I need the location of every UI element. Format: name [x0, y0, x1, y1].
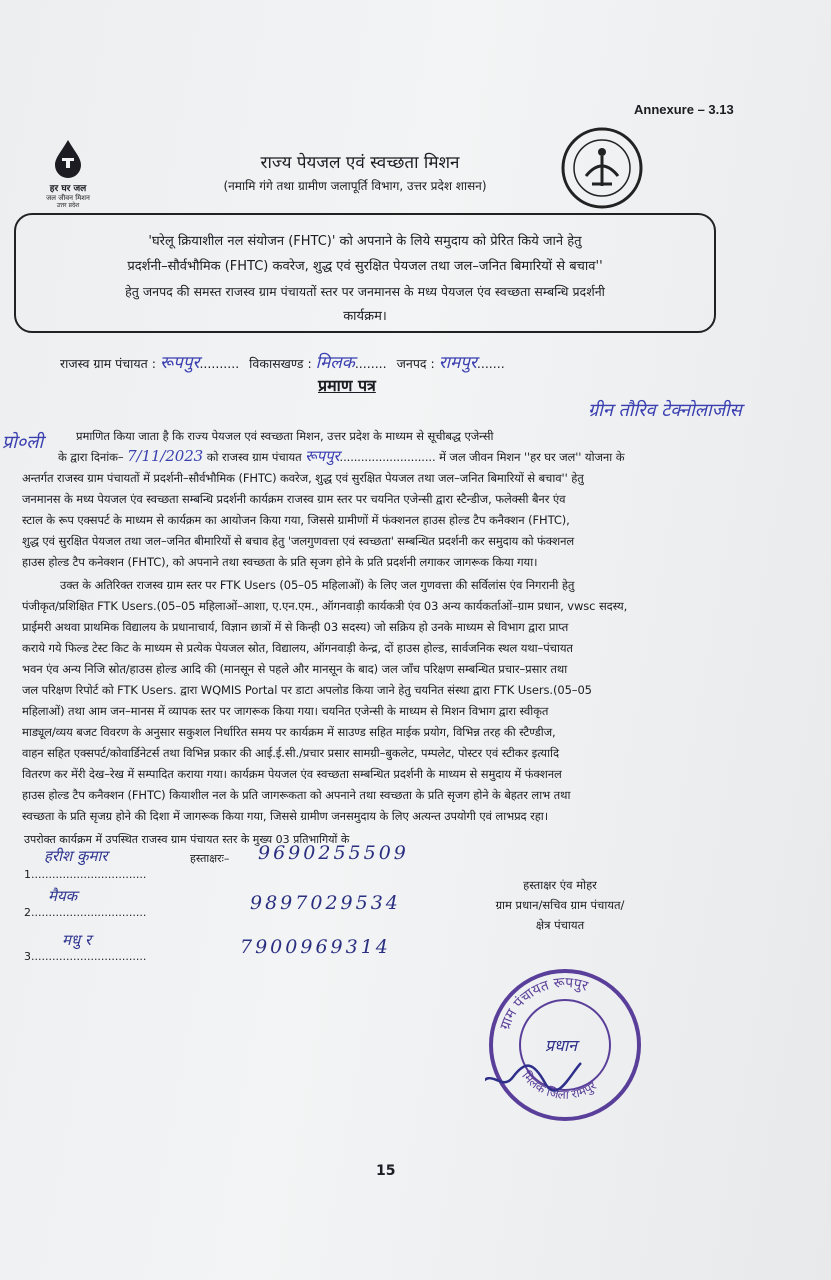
participants-intro: उपरोक्त कार्यक्रम में उपस्थित राजस्व ग्राम पंचायत स्तर के मुख्य 03 प्रतिभागियों के: [24, 833, 350, 846]
date-value: 7/11/2023: [127, 447, 204, 465]
mission-subtitle: (नमामि गंगे तथा ग्रामीण जलापूर्ति विभाग, उत्तर प्रदेश शासन): [223, 179, 487, 193]
sign-seal-label: हस्ताक्षर एंव मोहर: [523, 878, 597, 892]
svg-text:ग्राम पंचायत रूपपुर: [497, 975, 590, 1032]
para2-line-3: कराये गये फिल्ड टेस्ट किट के माध्यम से प्रत्येक पेयजल स्रोत, विद्यालय, ऑगनवाड़ी केन्द्र, दों हाउस होल्ड, सार्वजनिक स्थल यथा–पंचायत: [22, 641, 573, 655]
participant-1-phone: 9690255509: [258, 842, 409, 864]
pradhan-signature-block: [470, 875, 650, 935]
sign-area-label: क्षेत्र पंचायत: [535, 918, 585, 932]
stamp-bottom-text: मिलक जिला रामपुर: [519, 1068, 599, 1102]
page-number: 15: [376, 1163, 396, 1179]
logo-text-1: हर घर जल: [49, 184, 87, 194]
date-label: के द्वारा दिनांक–: [58, 450, 124, 464]
panchayat-inline-label: को राजस्व ग्राम पंचायत: [206, 450, 302, 464]
stamp-center-text: प्रधान: [545, 1036, 577, 1055]
logo-text-3: उत्तर प्रदेश: [56, 202, 80, 209]
participant-3-index: 3.................................: [24, 950, 147, 963]
certificate-title: प्रमाण पत्र: [318, 376, 376, 395]
para2-line-11: स्वच्छता के प्रति सृजग्र होने की दिशा में जागरूक किया गया, जिससे ग्रामीण जनसमुदाय के लिए अत्यन्त उपयोगी एवं लाभप्रद रहा।: [22, 809, 548, 823]
prefix-handwritten: प्रो०ली: [2, 432, 44, 453]
para2-line-10: हाउस होल्ड टैप कनैक्शन (FHTC) कियाशील नल के प्रति जागरूकता को अपनाने तथा स्वच्छता के प्रति सृजग होने के बेहतर लाभ तथा: [22, 788, 571, 802]
participant-1-index: 1.................................: [24, 868, 147, 881]
scheme-text: में जल जीवन मिशन ''हर घर जल'' योजना के: [439, 450, 625, 464]
para2-line-1: पंजीकृत/प्रशिक्षित FTK Users.(05–05 महिलाओं–आशा, ए.एन.एम., ऑगनवाड़ी कार्यकत्री एंव 03 अन्य कार्यकर्ताओं–ग्राम प्रधान, vwsc सदस्य,: [22, 599, 628, 613]
program-line-2: प्रदर्शनी–सौर्वभौमिक (FHTC) कवरेज, शुद्ध एवं सुरक्षित पेयजल तथा जल–जनित बिमारियों से बचाव'': [127, 259, 603, 274]
program-description-box: [14, 213, 716, 333]
district-value: रामपुर: [438, 353, 477, 373]
location-row: राजस्व ग्राम पंचायत : रूपपुर.......... विकासखण्ड : मिलक........ जनपद : रामपुर.......: [60, 353, 505, 373]
program-line-3: हेतु जनपद की समस्त राजस्व ग्राम पंचायतों स्तर पर जनमानस के मध्य पेयजल एंव स्वच्छता सम्बन्धि प्रदर्शनी: [125, 284, 605, 299]
para2-line-6: महिलाओं) तथा आम जन–मानस में व्यापक स्तर पर जागरूक किया गया। चयनित एजेन्सी के माध्यम से मिशन विभाग द्वारा स्वीकृत: [22, 704, 549, 718]
para2-line-0: उक्त के अतिरिक्त राजस्व ग्राम स्तर पर FTK Users (05–05 महिलाओं) के लिए जल गुणवत्ता की सर्विलांस एंव निगरानी हेतु: [60, 578, 575, 592]
block-label: विकासखण्ड :: [249, 356, 312, 371]
participant-2-name: मैयक: [48, 887, 78, 905]
para1-line-6: स्टाल के रूप एक्सपर्ट के माध्यम से कार्यक्रम का आयोजन किया गया, जिससे ग्रामीणों में फंक्शनल हाउस होल्ड टैप कनैक्शन (FHTC),: [22, 513, 570, 527]
program-line-1: 'घरेलू क्रियाशील नल संयोजन (FHTC)' को अपनाने के लिये समुदाय को प्रेरित किये जाने हेतु: [148, 234, 582, 249]
participant-1-name: हरीश कुमार: [44, 847, 108, 865]
panchayat-inline-value: रूपपुर: [305, 447, 340, 465]
para1-line-8: हाउस होल्ड टैप कनेक्शन (FHTC), को अपनाने तथा स्वच्छता के प्रति सृजग होने के प्रति प्रदर्शनी लगाकर जागरूक किया गया।: [22, 555, 538, 569]
svg-text:मिलक जिला रामपुर: [519, 1069, 599, 1102]
annexure-label: Annexure – 3.13: [634, 102, 734, 117]
participant-3-name: मधु र: [62, 931, 92, 949]
signature-label: हस्ताक्षरः–: [190, 852, 230, 865]
program-line-4: कार्यक्रम।: [343, 309, 387, 324]
water-drop-icon: [51, 138, 85, 178]
para1-line-5: जनमानस के मध्य पेयजल एंव स्वच्छता सम्बन्धि प्रदर्शनी कार्यक्रम राजस्व ग्राम स्तर पर चयनित एजेन्सी द्वारा स्टैन्डीज, फलेक्सी बैनर एंव: [22, 492, 566, 506]
har-ghar-jal-logo: [28, 138, 108, 212]
panchayat-value: रूपपुर: [159, 353, 200, 373]
participant-3-phone: 7900969314: [240, 936, 391, 958]
mission-title: राज्य पेयजल एवं स्वच्छता मिशन: [260, 153, 460, 173]
district-label: जनपद :: [396, 356, 435, 371]
para2-line-7: माड्यूल/व्यय बजट विवरण के अनुसार सकुशल निर्धारित समय पर कार्यक्रम में साउण्ड सहित माईक प्रयोग, विभिन्न तरह की स्टैण्डीज,: [22, 725, 556, 739]
para1-line-1: के द्वारा दिनांक– 7/11/2023 को राजस्व ग्राम पंचायत रूपपुर........................... में जल जीवन मिशन ''हर घर जल'' योजना के: [58, 447, 625, 465]
agency-name-handwritten: ग्रीन तौरिव टेक्नोलाजीस: [588, 400, 742, 421]
para2-line-4: भवन एंव अन्य निजि स्रोत/हाउस होल्ड आदि की (मानसून से पहले और मानसून के बाद) जल जाँच परिक्षण सम्बन्धित प्रचार–प्रसार तथा: [22, 662, 568, 676]
sign-role-label: ग्राम प्रधान/सचिव ग्राम पंचायत/: [495, 898, 625, 912]
panchayat-label: राजस्व ग्राम पंचायत :: [60, 356, 156, 371]
para2-line-2: प्राईमरी अथवा प्राथमिक विद्यालय के प्रधानाचार्य, विज्ञान छात्रों में से किन्ही 03 सदस्य) जो सक्रिय हो उनके माध्यम से विभाग द्वारा प्राप्त: [22, 620, 569, 634]
panchayat-stamp: [485, 965, 645, 1125]
participant-2-phone: 9897029534: [250, 892, 401, 914]
para2-line-9: वितरण कर मेंरी देख–रेख में सम्पादित कराया गया। कार्यक्रम पेयजल एंव स्वच्छता सम्बन्धित प्रदर्शनी के माध्यम से समुदाय में फंक्शनल: [22, 767, 562, 781]
para2-line-8: वाहन सहित एक्सपर्ट/कोवार्डिनेटर्स तथा विभिन्न प्रकार की आई.ई.सी./प्रचार प्रसार सामग्री–बुकलेट, पम्पलेट, पोस्टर एवं स्टीकर इत्यादि: [22, 746, 559, 760]
stamp-top-text: ग्राम पंचायत रूपपुर: [497, 974, 590, 1032]
block-value: मिलक: [315, 353, 355, 373]
para1-line-7: शुद्ध एवं सुरक्षित पेयजल तथा जल–जनित बीमारियों से बचाव हेतु 'जलगुणवत्ता एवं स्वच्छता' सम्बन्धित प्रदर्शनी कर समुदाय को फंक्शनल: [22, 534, 575, 548]
logo-text-2: जल जीवन मिशन: [46, 194, 90, 202]
para1-line-4: अन्तर्गत राजस्व ग्राम पंचायतों में प्रदर्शनी–सौर्वभौमिक (FHTC) कवरेज, शुद्ध एवं सुरक्षित पेयजल तथा जल–जनित बिमारियों से बचाव'' हेतु: [22, 471, 584, 485]
para2-line-5: जल परिक्षण रिपोर्ट को FTK Users. द्वारा WQMIS Portal पर डाटा अपलोड किया जाने हेतु चयनित संस्था द्वारा FTK Users.(05–05: [22, 683, 592, 697]
para1-line-0: प्रमाणित किया जाता है कि राज्य पेयजल एवं स्वच्छता मिशन, उत्तर प्रदेश के माध्यम से सूचीबद्ध एजेन्सी: [76, 429, 494, 443]
up-government-seal: [560, 126, 644, 210]
participant-2-index: 2.................................: [24, 906, 147, 919]
